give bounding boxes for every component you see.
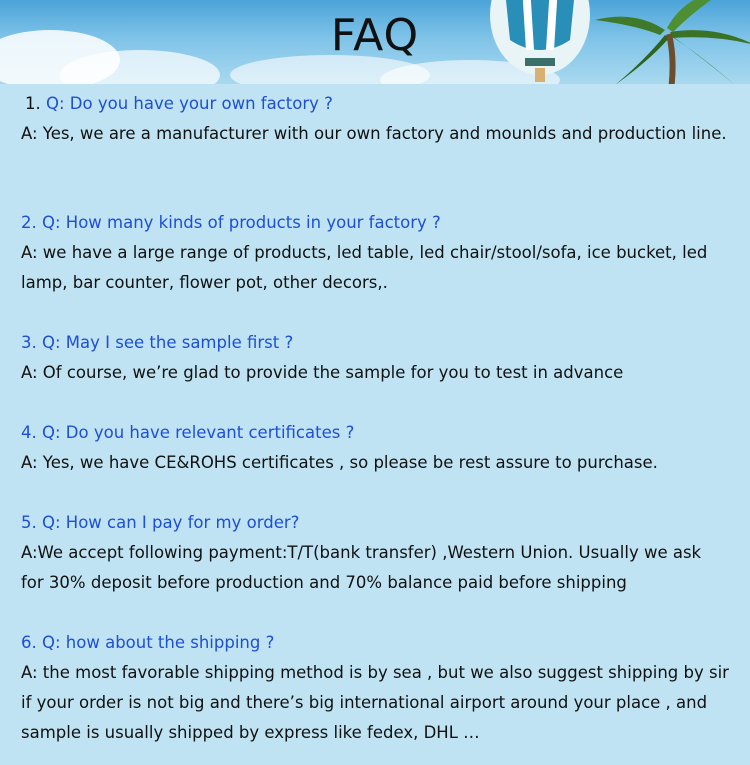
faq-number: 5. [21,513,37,532]
faq-question [21,628,736,658]
faq-number: 6. [21,633,37,652]
faq-item [21,508,736,598]
faq-answer: A:We accept following payment:T/T(bank transfer) ,Western Union. Usually we ask for 30% deposit before production and 70% balance paid before shipping [21,543,702,592]
faq-answer: A: Yes, we have CE&ROHS certificates , so please be rest assure to purchase. [21,453,658,472]
faq-item [21,208,736,298]
faq-question [21,208,736,238]
faq-question [21,418,736,448]
page-title: FAQ [330,10,420,61]
faq-answer: A: Yes, we are a manufacturer with our own factory and mounlds and production line. [21,124,727,143]
faq-question [21,89,736,119]
faq-question [21,508,736,538]
faq-question-text: Q: how about the shipping ? [42,633,275,652]
faq-item [21,89,736,149]
faq-question-text: Q: How many kinds of products in your factory ? [42,213,441,232]
faq-question [21,328,736,358]
faq-answer: A: we have a large range of products, led table, led chair/stool/sofa, ice bucket, led lamp, bar counter, flower pot, other decors,. [21,243,708,292]
faq-number: 1. [25,94,41,113]
faq-question-text: Q: May I see the sample first ? [42,333,294,352]
faq-item [21,628,736,748]
faq-answer: A: the most favorable shipping method is by sea , but we also suggest shipping by sir if your order is not big and there’s big international airport around your place , and sample is usually shipped by express like fedex, DHL … [21,663,729,742]
faq-item [21,328,736,388]
faq-question-text: Q: How can I pay for my order? [42,513,300,532]
faq-answer: A: Of course, we’re glad to provide the sample for you to test in advance [21,363,624,382]
faq-number: 2. [21,213,37,232]
faq-question-text: Q: Do you have relevant certificates ? [42,423,355,442]
faq-number: 3. [21,333,37,352]
header-banner [0,0,750,84]
faq-question-text: Q: Do you have your own factory ? [46,94,333,113]
faq-list [0,84,750,765]
faq-item [21,418,736,478]
faq-number: 4. [21,423,37,442]
